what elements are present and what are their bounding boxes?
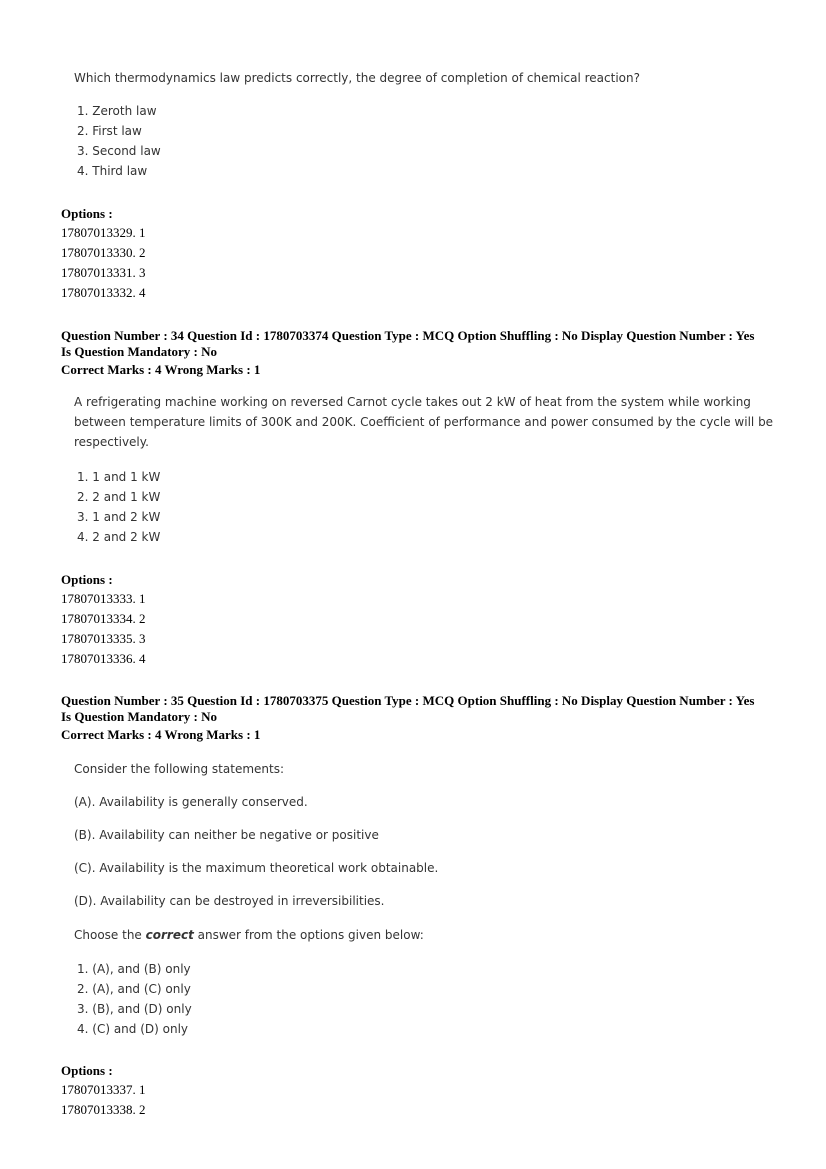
q34-choice-3: 3. 1 and 2 kW xyxy=(77,510,161,524)
q35-options-label: Options : xyxy=(61,1063,113,1078)
q33-choice-4: 4. Third law xyxy=(77,164,148,178)
q35-choice-list xyxy=(77,959,192,1039)
q33-option-3: 17807013331. 3 xyxy=(61,265,146,280)
q35-instruction xyxy=(74,925,424,945)
q33-options-label: Options : xyxy=(61,206,113,221)
q35-intro: Consider the following statements: xyxy=(74,762,285,776)
q35-statement-a: (A). Availability is generally conserved. xyxy=(74,795,308,809)
q34-meta-header: Question Number : 34 Question Id : 1780703374 Question Type : MCQ Option Shuffling : No Display Question Number : Yes xyxy=(61,328,755,343)
q34-mandatory: Is Question Mandatory : No xyxy=(61,344,218,359)
q34-marks: Correct Marks : 4 Wrong Marks : 1 xyxy=(61,362,261,377)
q35-statement-d: (D). Availability can be destroyed in irreversibilities. xyxy=(74,894,385,908)
q34-option-3: 17807013335. 3 xyxy=(61,631,146,646)
q33-option-1: 17807013329. 1 xyxy=(61,225,146,240)
q35-choice-2: 2. (A), and (C) only xyxy=(77,982,191,996)
q34-option-2: 17807013334. 2 xyxy=(61,611,146,626)
q34-choice-list xyxy=(77,467,160,547)
q33-choice-list xyxy=(77,101,161,181)
q34-option-4: 17807013336. 4 xyxy=(61,651,146,666)
q33-choice-1: 1. Zeroth law xyxy=(77,104,157,118)
q35-choice-4: 4. (C) and (D) only xyxy=(77,1022,189,1036)
q35-choice-3: 3. (B), and (D) only xyxy=(77,1002,192,1016)
q35-option-1: 17807013337. 1 xyxy=(61,1082,146,1097)
q34-options-list xyxy=(61,589,146,669)
q33-prompt: Which thermodynamics law predicts correctly, the degree of completion of chemical reaction? xyxy=(74,71,640,85)
q34-choice-4: 4. 2 and 2 kW xyxy=(77,530,161,544)
q34-prompt: A refrigerating machine working on reversed Carnot cycle takes out 2 kW of heat from the system while working between temperature limits of 300K and 200K. Coefficient of performance and power consumed by the cycle will be respectively. xyxy=(74,395,774,449)
q33-options-list xyxy=(61,223,146,303)
q35-mandatory: Is Question Mandatory : No xyxy=(61,709,218,724)
q33-option-2: 17807013330. 2 xyxy=(61,245,146,260)
q34-option-1: 17807013333. 1 xyxy=(61,591,146,606)
q34-choice-2: 2. 2 and 1 kW xyxy=(77,490,161,504)
q35-instruction-prefix: Choose the xyxy=(74,928,146,942)
q35-meta-header: Question Number : 35 Question Id : 1780703375 Question Type : MCQ Option Shuffling : No Display Question Number : Yes xyxy=(61,693,755,708)
q35-statement-b: (B). Availability can neither be negative or positive xyxy=(74,828,379,842)
q34-choice-1: 1. 1 and 1 kW xyxy=(77,470,161,484)
q35-instruction-emphasis: correct xyxy=(145,928,194,942)
q35-instruction-suffix: answer from the options given below: xyxy=(193,928,424,942)
q35-statement-c: (C). Availability is the maximum theoretical work obtainable. xyxy=(74,861,439,875)
q34-options-label: Options : xyxy=(61,572,113,587)
q35-option-2: 17807013338. 2 xyxy=(61,1102,146,1117)
q35-options-list xyxy=(61,1080,146,1120)
q33-choice-2: 2. First law xyxy=(77,124,142,138)
q33-option-4: 17807013332. 4 xyxy=(61,285,146,300)
q35-marks: Correct Marks : 4 Wrong Marks : 1 xyxy=(61,727,261,742)
q33-choice-3: 3. Second law xyxy=(77,144,161,158)
q35-choice-1: 1. (A), and (B) only xyxy=(77,962,191,976)
